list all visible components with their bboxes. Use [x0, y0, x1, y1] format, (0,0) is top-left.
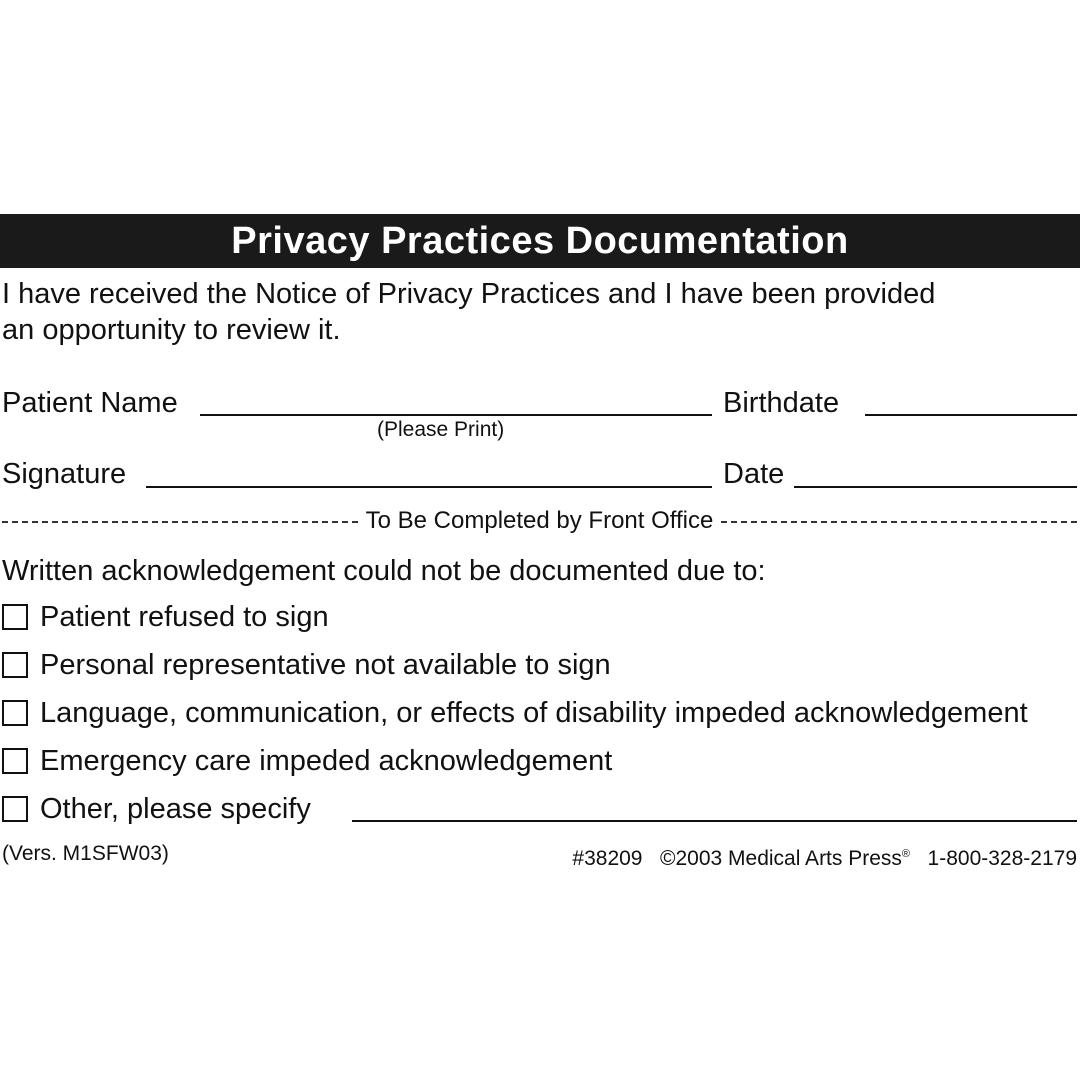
registered-mark: ® [901, 848, 911, 860]
ack-heading: Written acknowledgement could not be documented due to: [2, 555, 766, 587]
divider-dashes-right [721, 521, 1077, 523]
signature-label: Signature [2, 458, 127, 490]
version-label: (Vers. M1SFW03) [2, 842, 169, 865]
checkbox-row-emergency[interactable] [2, 744, 612, 778]
copyright: ©2003 Medical Arts Press [660, 847, 902, 870]
item-number: #38209 [572, 847, 643, 870]
patient-name-label: Patient Name [2, 387, 178, 419]
checkbox-row-other[interactable] [2, 792, 311, 826]
other-specify-field[interactable] [352, 820, 1077, 822]
checkbox-row-language[interactable] [2, 696, 1028, 730]
checkbox[interactable] [2, 796, 28, 822]
checkbox[interactable] [2, 604, 28, 630]
checkbox[interactable] [2, 748, 28, 774]
phone-number: 1-800-328-2179 [927, 847, 1077, 870]
front-office-divider [2, 505, 1077, 537]
checkbox-label: Patient refused to sign [40, 601, 329, 633]
date-field[interactable] [794, 486, 1077, 488]
title-bar [0, 214, 1080, 268]
intro-line-2: an opportunity to review it. [2, 314, 341, 346]
patient-name-field[interactable] [200, 414, 712, 416]
birthdate-field[interactable] [865, 414, 1077, 416]
intro-text [2, 276, 1077, 348]
checkbox[interactable] [2, 700, 28, 726]
intro-line-1: I have received the Notice of Privacy Practices and I have been provided [2, 278, 936, 310]
date-label: Date [723, 458, 785, 490]
divider-dashes-left [2, 521, 358, 523]
form-title: Privacy Practices Documentation [231, 219, 849, 262]
checkbox-label: Language, communication, or effects of disability impeded acknowledgement [40, 697, 1028, 729]
please-print-hint: (Please Print) [377, 418, 505, 441]
birthdate-label: Birthdate [723, 387, 840, 419]
checkbox[interactable] [2, 652, 28, 678]
checkbox-row-refused[interactable] [2, 600, 329, 634]
publisher-info [572, 842, 1077, 871]
checkbox-label: Personal representative not available to sign [40, 649, 611, 681]
signature-field[interactable] [146, 486, 712, 488]
checkbox-label: Emergency care impeded acknowledgement [40, 745, 613, 777]
checkbox-label: Other, please specify [40, 793, 311, 825]
front-office-label: To Be Completed by Front Office [365, 507, 714, 534]
checkbox-row-rep-unavailable[interactable] [2, 648, 611, 682]
